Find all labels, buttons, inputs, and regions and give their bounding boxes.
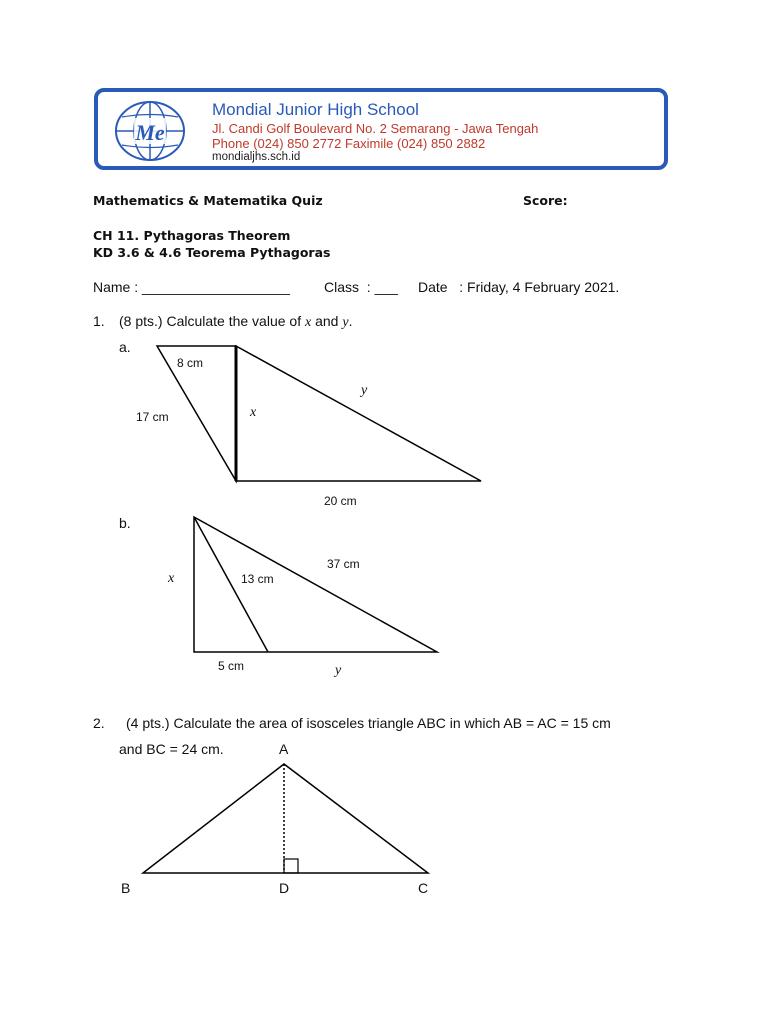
- q1b-hyp-label: 37 cm: [327, 557, 360, 571]
- q1-period: .: [348, 313, 353, 329]
- q1-var-x: x: [305, 315, 312, 330]
- q1b-x-label: x: [168, 571, 175, 586]
- q2-text-2: and BC = 24 cm.: [119, 741, 224, 757]
- q2-text: (4 pts.) Calculate the area of isosceles triangle ABC in which AB = AC = 15 cm: [126, 715, 611, 731]
- q1b-label: b.: [119, 515, 131, 531]
- class-field: Class : ___: [324, 279, 398, 295]
- q2-triangle: [143, 764, 428, 873]
- q1-and: and: [315, 313, 339, 329]
- school-phone: Phone (024) 850 2772 Faximile (024) 850 2882: [212, 136, 486, 151]
- q1b-y-label: y: [335, 663, 342, 678]
- score-label: Score:: [523, 193, 568, 208]
- q1-number: 1.: [93, 313, 105, 329]
- q1a-y-label: y: [361, 383, 368, 398]
- school-website[interactable]: mondialjhs.sch.id: [212, 151, 301, 163]
- q2-vertex-b: B: [121, 880, 131, 896]
- q2-vertex-a: A: [279, 741, 289, 757]
- school-name: Mondial Junior High School: [212, 100, 419, 119]
- q1a-label: a.: [119, 339, 131, 355]
- school-address: Jl. Candi Golf Boulevard No. 2 Semarang - Jawa Tengah: [212, 121, 539, 136]
- q1b-inner-label: 13 cm: [241, 572, 274, 586]
- q1b-base-left-label: 5 cm: [218, 659, 245, 673]
- q1-var-y: y: [342, 315, 349, 330]
- quiz-title: Mathematics & Matematika Quiz: [93, 193, 323, 208]
- q2-vertex-d: D: [279, 880, 290, 896]
- kd-title: KD 3.6 & 4.6 Teorema Pythagoras: [93, 245, 331, 260]
- q1a-x-label: x: [250, 405, 257, 420]
- q1a-hyp-label: 17 cm: [136, 410, 169, 424]
- date-field: Date : Friday, 4 February 2021.: [418, 279, 620, 295]
- q2-number: 2.: [93, 715, 105, 731]
- q2-vertex-c: C: [418, 880, 429, 896]
- right-angle-icon: [284, 859, 298, 873]
- chapter-title: CH 11. Pythagoras Theorem: [93, 228, 291, 243]
- q1a-base-label: 20 cm: [324, 494, 357, 508]
- logo-text: Me: [135, 120, 165, 145]
- q1a-top-label: 8 cm: [177, 356, 204, 370]
- q1-text-main: (8 pts.) Calculate the value of: [119, 313, 302, 329]
- name-field: Name : ___________________: [93, 279, 290, 295]
